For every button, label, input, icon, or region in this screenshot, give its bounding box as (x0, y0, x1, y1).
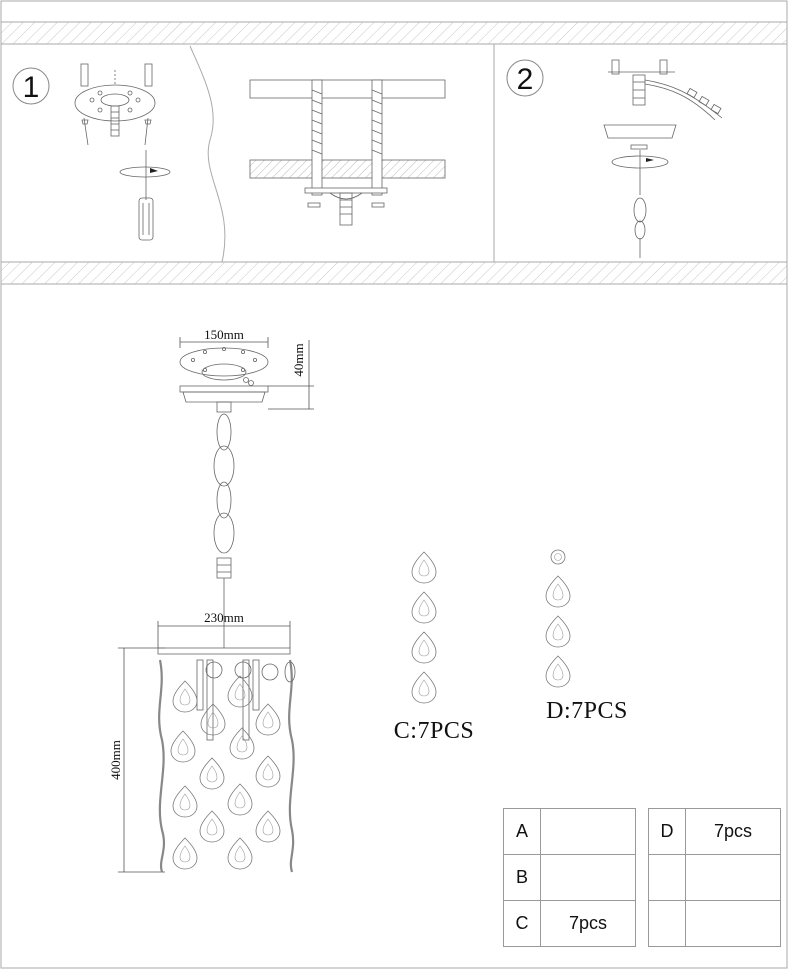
table-row (504, 809, 636, 855)
part-qty: 7pcs (541, 901, 636, 947)
parts-table-right (648, 808, 781, 947)
crystal-strand-c (412, 552, 436, 703)
fixture-height-label: 400mm (108, 740, 123, 780)
step-1-number: 1 (22, 71, 40, 104)
canopy-illustration (180, 347, 268, 402)
fixture-width-label: 230mm (204, 610, 244, 625)
canopy-width-label: 150mm (204, 327, 244, 342)
screwdriver-illustration (139, 150, 153, 240)
table-row (649, 855, 781, 901)
crystal-c-label: C:7PCS (393, 718, 475, 744)
crystal-strand-d (546, 550, 570, 687)
part-code: A (504, 809, 541, 855)
step-1-panel (13, 46, 445, 262)
part-qty (686, 855, 781, 901)
table-row (504, 901, 636, 947)
fixture-height-dimension (118, 648, 165, 872)
canopy-height-label: 40mm (291, 343, 306, 377)
wiring-illustration (604, 60, 722, 258)
rotation-arrow (120, 167, 170, 177)
part-qty (541, 809, 636, 855)
fixture-drawing (108, 327, 314, 872)
fixture-body (158, 648, 295, 872)
mounting-plate-illustration (75, 64, 155, 145)
ceiling-bolt-detail (250, 80, 445, 225)
part-qty (541, 855, 636, 901)
crystal-d-label: D:7PCS (546, 698, 628, 724)
part-code (649, 901, 686, 947)
hatch-strip-top (1, 22, 787, 44)
part-code (649, 855, 686, 901)
part-code: B (504, 855, 541, 901)
detail-separator (190, 46, 225, 262)
part-qty: 7pcs (686, 809, 781, 855)
part-code: C (504, 901, 541, 947)
table-row (504, 855, 636, 901)
table-row (649, 809, 781, 855)
part-code: D (649, 809, 686, 855)
step-2-panel (507, 60, 722, 258)
fixture-crystal-drops (171, 676, 280, 869)
table-row (649, 901, 781, 947)
parts-table-left (503, 808, 636, 947)
step-2-number: 2 (516, 63, 534, 96)
part-qty (686, 901, 781, 947)
hatch-strip-middle (1, 262, 787, 284)
